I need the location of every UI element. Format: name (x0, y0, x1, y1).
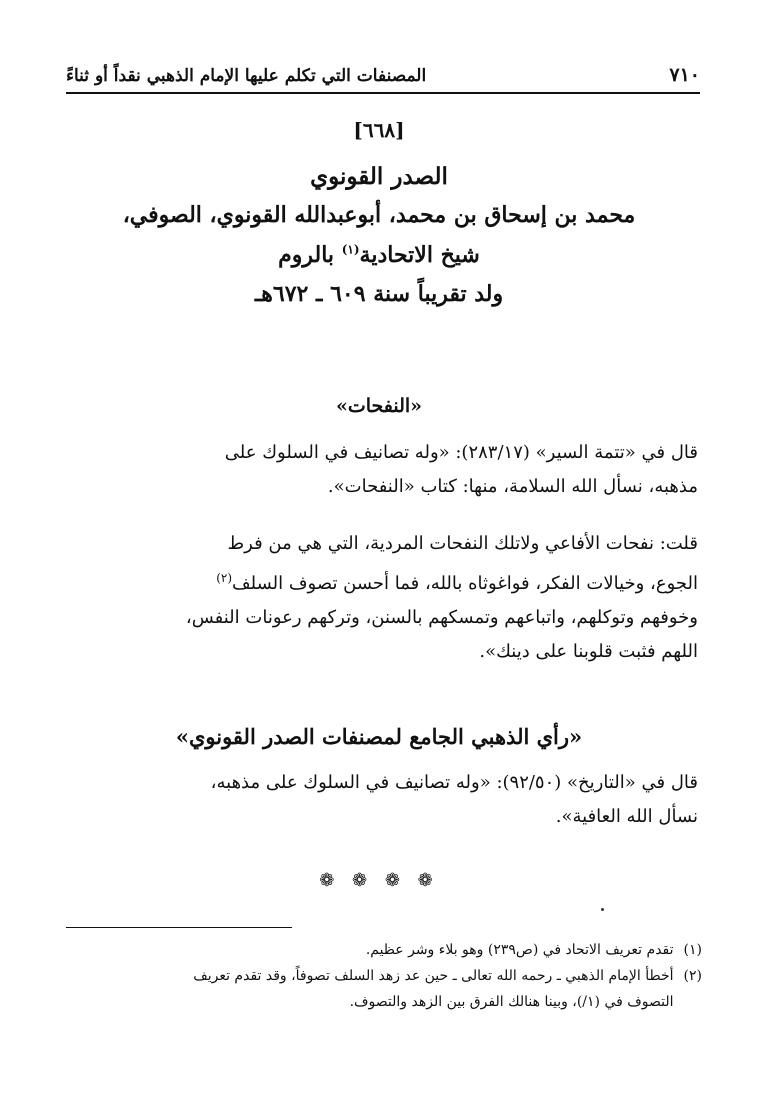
footnote-line: التصوف في (١/)، وبينا هنالك الفرق بين الزهد والتصوف. (349, 994, 674, 1010)
subtitle-text: شيخ الاتحادية (359, 242, 480, 268)
paragraph-commentary (66, 527, 698, 669)
paragraph-line (66, 561, 698, 601)
paragraph-line: اللهم فثبت قلوبنا على دينك». (479, 641, 698, 662)
footnote-divider (66, 927, 292, 928)
paragraph-quote-siyar (66, 436, 698, 504)
footnote-ref-1: (١) (341, 242, 360, 257)
page-number: ٧١٠ (669, 64, 700, 86)
footnotes (66, 937, 702, 1015)
entry-subtitle-description (0, 242, 758, 268)
page-header (66, 60, 700, 94)
paragraph-line: قلت: نفحات الأفاعي ولاتلك النفحات المردية، التي هي من فرط (227, 533, 698, 554)
paragraph-line: قال في «تتمة السير» (٢٨٣/١٧): «وله تصانيف في السلوك على (224, 442, 698, 463)
footnote-text (66, 963, 674, 1015)
footnote-ref-2: (٢) (216, 571, 233, 585)
running-title: المصنفات التي تكلم عليها الإمام الذهبي نقداً أو ثناءً (66, 66, 427, 86)
footnote-1 (66, 937, 702, 963)
entry-number: [٦٦٨] (353, 118, 405, 142)
section-heading-nafahat: «النفحات» (335, 395, 423, 417)
footnote-2 (66, 963, 702, 1015)
paragraph-line-text: الجوع، وخيالات الفكر، فواغوثاه بالله، فما أحسن تصوف السلف (232, 573, 698, 594)
entry-dates: ولد تقريباً سنة ٦٠٩ ـ ٦٧٢هـ (254, 281, 504, 307)
paragraph-line: قال في «التاريخ» (٩٢/٥٠): «وله تصانيف في السلوك على مذهبه، (210, 772, 698, 793)
paragraph-line: مذهبه، نسأل الله السلامة، منها: كتاب «النفحات». (327, 476, 698, 497)
subtitle-text-end: بالروم (278, 242, 342, 268)
section-heading-dhahabi-opinion: «رأي الذهبي الجامع لمصنفات الصدر القونوي» (175, 724, 583, 749)
footnote-number: (١) (683, 942, 702, 958)
footnote-text (66, 937, 674, 963)
entry-subtitle-name: محمد بن إسحاق بن محمد، أبوعبدالله القونوي، الصوفي، (122, 202, 636, 228)
paragraph-quote-tarikh (66, 766, 698, 834)
section-separator-ornament: ❁ ❁ ❁ ❁ (319, 870, 439, 891)
entry-title: الصدر القونوي (310, 163, 448, 190)
ink-speck (601, 908, 604, 911)
paragraph-line: وخوفهم وتوكلهم، واتباعهم وتمسكهم بالسنن، وتركهم رعونات النفس، (185, 607, 698, 628)
footnote-number: (٢) (683, 968, 702, 984)
paragraph-line: نسأل الله العافية». (555, 806, 698, 827)
footnote-line: أخطأ الإمام الذهبي ـ رحمه الله تعالى ـ حين عد زهد السلف تصوفاً، وقد تقدم تعريف (193, 968, 674, 984)
footnote-line: تقدم تعريف الاتحاد في (ص٢٣٩) وهو بلاء وشر عظيم. (365, 942, 674, 958)
